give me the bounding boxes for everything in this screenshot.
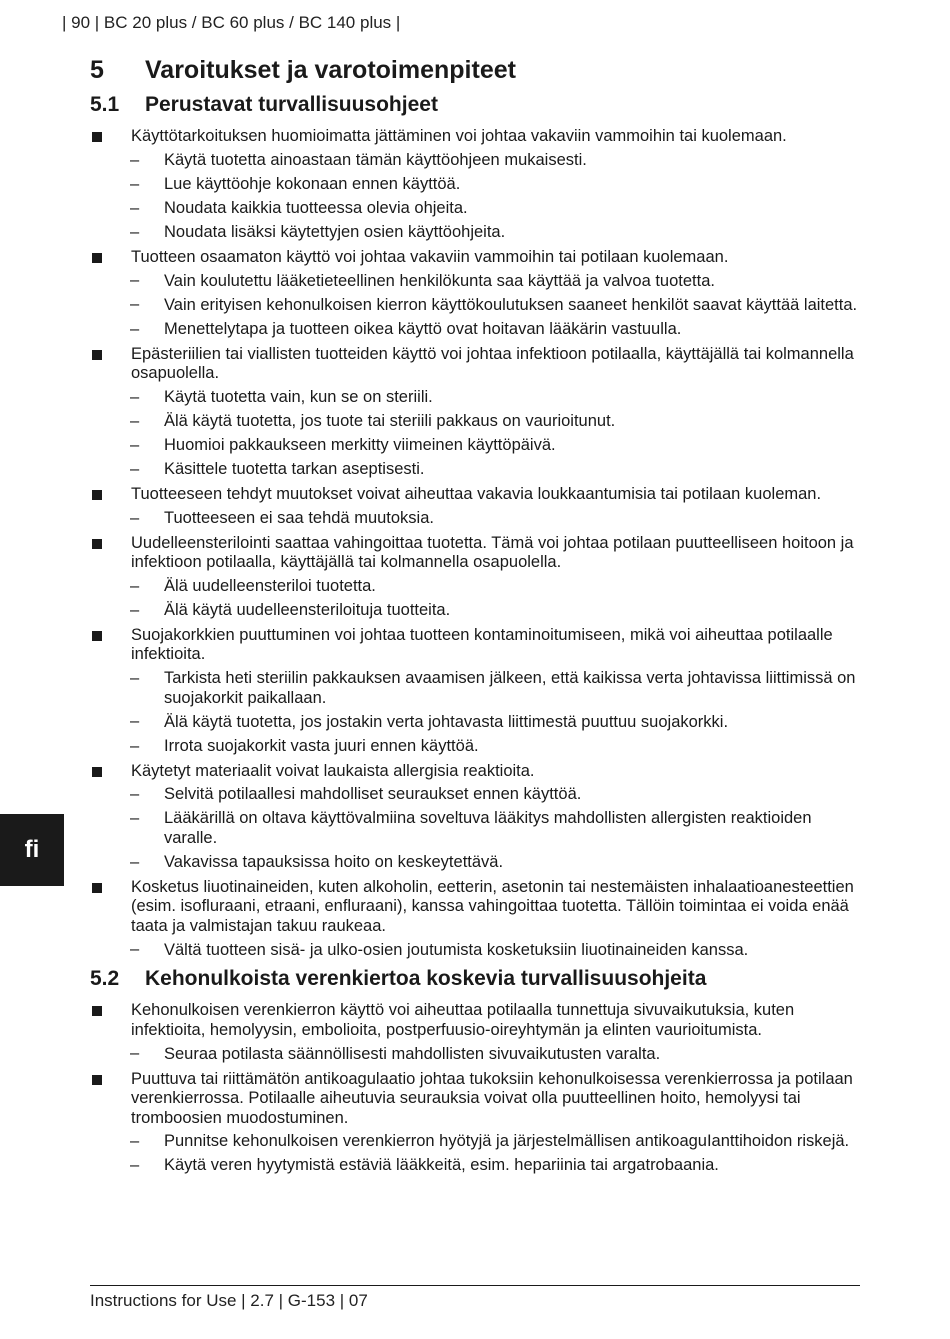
instruction-item — [90, 197, 860, 221]
instruction-text: Älä käytä tuotetta, jos jostakin verta johtavasta liittimestä puuttuu suojakorkki. — [164, 712, 729, 731]
instruction-item — [90, 851, 860, 875]
dash-marker: – — [130, 785, 140, 804]
bullet-square-icon — [92, 631, 102, 641]
instruction-text: Käytä tuotetta vain, kun se on steriili. — [164, 387, 433, 406]
warning-item — [90, 759, 860, 784]
instruction-item — [90, 1042, 860, 1066]
warning-text: Kehonulkoisen verenkierron käyttö voi aiheuttaa potilaalla tunnettuja sivuvaikutuksia, kuten infektioita, hemolyysin, embolioita, postperfuusio-oireyhtymän ja elinten vaurioitumista. — [131, 1001, 795, 1039]
instruction-text: Noudata lisäksi käytettyjen osien käyttöohjeita. — [164, 223, 506, 242]
instruction-item — [90, 575, 860, 599]
instruction-item — [90, 221, 860, 245]
instruction-item — [90, 710, 860, 734]
instruction-item — [90, 938, 860, 962]
subsection-title: Kehonulkoista verenkiertoa koskevia turvallisuusohjeita — [145, 967, 707, 991]
instruction-item — [90, 293, 860, 317]
subsection-heading-5-2 — [90, 963, 860, 995]
instruction-item — [90, 386, 860, 410]
dash-marker: – — [130, 222, 140, 241]
dash-marker: – — [130, 387, 140, 406]
dash-marker: – — [130, 852, 140, 871]
bullet-square-icon — [92, 350, 102, 360]
instruction-item — [90, 434, 860, 458]
instruction-text: Käytä veren hyytymistä estäviä lääkkeitä, esim. hepariinia tai argatrobaania. — [164, 1156, 719, 1175]
instruction-text: Vain erityisen kehonulkoisen kierron käyttökoulutuksen saaneet henkilöt saavat käyttää laitetta. — [164, 295, 858, 314]
dash-marker: – — [130, 736, 140, 755]
section-title: Varoitukset ja varotoimenpiteet — [145, 56, 516, 84]
page-footer: Instructions for Use | 2.7 | G-153 | 07 — [90, 1291, 368, 1310]
footer-divider — [90, 1285, 860, 1286]
bullet-square-icon — [92, 539, 102, 549]
instruction-text: Vakavissa tapauksissa hoito on keskeytettävä. — [164, 853, 504, 872]
instruction-text: Seuraa potilasta säännöllisesti mahdollisten sivuvaikutusten varalta. — [164, 1044, 661, 1063]
subsection-title: Perustavat turvallisuusohjeet — [145, 93, 438, 116]
instruction-item — [90, 507, 860, 531]
dash-marker: – — [130, 576, 140, 595]
safety-list-5-2 — [90, 998, 860, 1178]
subsection-number: 5.2 — [90, 967, 120, 991]
warning-text: Epästeriilien tai viallisten tuotteiden käyttö voi johtaa infektioon potilaalla, käyttäjällä tai kolmannella osapuolella. — [131, 344, 854, 383]
instruction-text: Noudata kaikkia tuotteessa olevia ohjeita. — [164, 198, 468, 217]
instruction-item — [90, 458, 860, 482]
dash-marker: – — [130, 1156, 140, 1175]
instruction-item — [90, 735, 860, 759]
warning-item — [90, 998, 860, 1042]
language-tab: fi — [0, 814, 64, 886]
dash-marker: – — [130, 271, 140, 290]
warning-item — [90, 623, 860, 667]
bullet-square-icon — [92, 1075, 102, 1085]
instruction-item — [90, 807, 860, 851]
instruction-text: Älä käytä tuotetta, jos tuote tai steriili pakkaus on vaurioitunut. — [164, 412, 616, 431]
section-number: 5 — [90, 56, 104, 84]
instruction-item — [90, 667, 860, 711]
dash-marker: – — [130, 435, 140, 454]
warning-item — [90, 482, 860, 507]
dash-marker: – — [130, 712, 140, 731]
dash-marker: – — [130, 295, 140, 314]
subsection-heading-5-1 — [90, 89, 860, 121]
section-heading — [90, 52, 860, 88]
instruction-text: Irrota suojakorkit vasta juuri ennen käyttöä. — [164, 736, 479, 755]
dash-marker: – — [130, 940, 140, 959]
instruction-text: Tuotteeseen ei saa tehdä muutoksia. — [164, 508, 434, 527]
instruction-item — [90, 269, 860, 293]
instruction-text: Vältä tuotteen sisä- ja ulko-osien joutumista kosketuksiin liuotinaineiden kanssa. — [164, 940, 749, 959]
instruction-text: Käsittele tuotetta tarkan aseptisesti. — [164, 460, 425, 479]
instruction-item — [90, 149, 860, 173]
warning-text: Tuotteen osaamaton käyttö voi johtaa vakaviin vammoihin tai potilaan kuolemaan. — [131, 247, 729, 266]
instruction-item — [90, 1154, 860, 1178]
instruction-text: Käytä tuotetta ainoastaan tämän käyttöohjeen mukaisesti. — [164, 150, 587, 169]
dash-marker: – — [130, 508, 140, 527]
warning-item — [90, 531, 860, 575]
warning-text: Käyttötarkoituksen huomioimatta jättäminen voi johtaa vakaviin vammoihin tai kuolemaan. — [131, 127, 787, 145]
safety-list-5-1 — [90, 124, 860, 962]
dash-marker: – — [130, 150, 140, 169]
instruction-item — [90, 1130, 860, 1154]
instruction-text: Lue käyttöohje kokonaan ennen käyttöä. — [164, 174, 461, 193]
dash-marker: – — [130, 668, 140, 687]
bullet-square-icon — [92, 767, 102, 777]
warning-text: Tuotteeseen tehdyt muutokset voivat aiheuttaa vakavia loukkaantumisia tai potilaan kuoleman. — [131, 485, 822, 504]
instruction-item — [90, 599, 860, 623]
dash-marker: – — [130, 1044, 140, 1063]
instruction-text: Älä käytä uudelleensteriloituja tuotteita. — [164, 601, 451, 620]
page-header: | 90 | BC 20 plus / BC 60 plus / BC 140 plus | — [62, 13, 401, 32]
warning-item — [90, 342, 860, 386]
warning-text: Kosketus liuotinaineiden, kuten alkoholin, eetterin, asetonin tai nestemäisten inhalaatioanesteettien (esim. isofluraani, etraani, enfluraani), kanssa vahingoittaa tuotetta. Tällöin toimintaa ei voida enää taata ja valmistajan takuu raukeaa. — [131, 877, 854, 935]
dash-marker: – — [130, 1132, 140, 1151]
warning-item — [90, 1067, 860, 1131]
bullet-square-icon — [92, 883, 102, 893]
instruction-text: Selvitä potilaallesi mahdolliset seuraukset ennen käyttöä. — [164, 785, 582, 804]
dash-marker: – — [130, 411, 140, 430]
instruction-item — [90, 410, 860, 434]
subsection-number: 5.1 — [90, 93, 120, 116]
dash-marker: – — [130, 174, 140, 193]
instruction-text: Menettelytapa ja tuotteen oikea käyttö ovat hoitavan lääkärin vastuulla. — [164, 319, 682, 338]
instruction-item — [90, 173, 860, 197]
instruction-text: Punnitse kehonulkoisen verenkierron hyötyjä ja järjestelmällisen antikoaguIanttihoidon riskejä. — [164, 1132, 850, 1151]
warning-text: Uudelleensterilointi saattaa vahingoittaa tuotetta. Tämä voi johtaa potilaan puutteelliseen hoitoon ja infektioon potilaalla, käyttäjällä tai kolmannella osapuolella. — [131, 533, 854, 572]
instruction-text: Huomioi pakkaukseen merkitty viimeinen käyttöpäivä. — [164, 436, 556, 455]
bullet-square-icon — [92, 132, 102, 142]
dash-marker: – — [130, 600, 140, 619]
instruction-text: Älä uudelleensteriloi tuotetta. — [164, 576, 376, 595]
instruction-text: Tarkista heti steriilin pakkauksen avaamisen jälkeen, että kaikissa verta johtavissa liittimissä on suojakorkit paikallaan. — [164, 669, 856, 707]
instruction-item — [90, 318, 860, 342]
warning-text: Käytetyt materiaalit voivat laukaista allergisia reaktioita. — [131, 761, 535, 780]
bullet-square-icon — [92, 1006, 102, 1016]
bullet-square-icon — [92, 490, 102, 500]
warning-item — [90, 245, 860, 270]
warning-text: Suojakorkkien puuttuminen voi johtaa tuotteen kontaminoitumiseen, mikä voi aiheuttaa potilaalle infektioita. — [131, 625, 833, 664]
instruction-text: Vain koulutettu lääketieteellinen henkilökunta saa käyttää ja valvoa tuotetta. — [164, 271, 715, 290]
dash-marker: – — [130, 319, 140, 338]
page-content — [90, 52, 860, 1178]
warning-item — [90, 875, 860, 939]
warning-item — [90, 124, 860, 149]
dash-marker: – — [130, 459, 140, 478]
dash-marker: – — [130, 809, 140, 828]
dash-marker: – — [130, 198, 140, 217]
instruction-item — [90, 783, 860, 807]
warning-text: Puuttuva tai riittämätön antikoagulaatio johtaa tukoksiin kehonulkoisessa verenkierrossa ja potilaan verenkierrossa. Potilaalle aiheutuvia seurauksia voivat olla puutteellinen hoito, hemolyysi tai tromboosien muodostuminen. — [131, 1069, 853, 1127]
bullet-square-icon — [92, 253, 102, 263]
instruction-text: Lääkärillä on oltava käyttövalmiina soveltuva lääkitys mahdollisten allergisten reaktioiden varalle. — [164, 809, 812, 847]
